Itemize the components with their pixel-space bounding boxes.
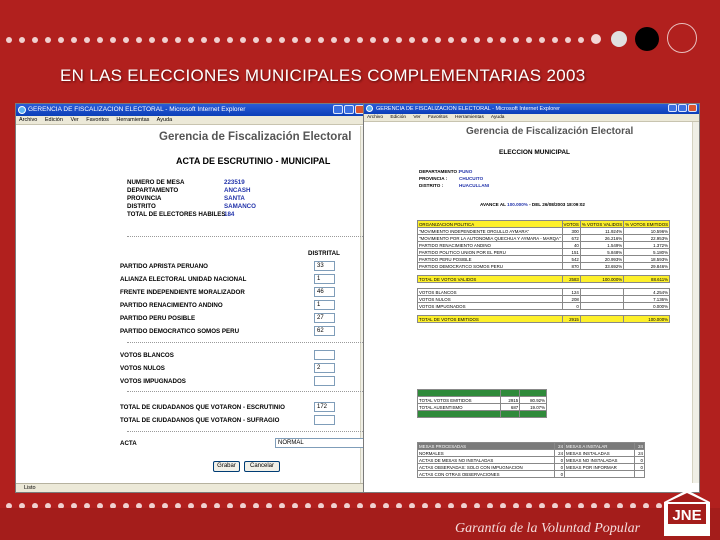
table-cell: "MOVIMIENTO INDEPENDIENTE ORGULLO AYMARA" <box>418 228 563 235</box>
value-distrito: HUACULLANI <box>459 183 490 188</box>
table-cell: 24 <box>554 450 564 457</box>
progress-prefix: AVANCE AL <box>480 202 508 207</box>
status-text: Listo <box>24 485 36 491</box>
value-departamento: PUNO <box>459 169 473 174</box>
table-cell: MESAS A INSTALAR <box>565 443 635 450</box>
value-numero-mesa: 223519 <box>224 179 245 186</box>
table-cell: 19.07% <box>520 404 547 411</box>
window-title: GERENCIA DE FISCALIZACION ELECTORAL - Microsoft Internet Explorer <box>376 106 560 112</box>
slide-title: EN LAS ELECCIONES MUNICIPALES COMPLEMENTARIAS 2003 <box>60 66 586 85</box>
menu-herramientas[interactable]: Herramientas <box>455 115 484 120</box>
label-total-electores: TOTAL DE ELECTORES HABILES <box>127 211 226 218</box>
table-cell: ACTAS DE MESAS NO INSTALADAS <box>418 457 555 464</box>
special-vote-label: VOTOS IMPUGNADOS <box>120 378 186 385</box>
decorative-dot <box>123 37 129 43</box>
acta-status-select[interactable]: NORMAL <box>275 438 367 448</box>
table-cell <box>580 316 623 323</box>
table-cell: 7.136% <box>624 296 670 303</box>
decorative-dot <box>357 37 363 43</box>
table-cell: 1.372% <box>624 242 670 249</box>
window-controls[interactable] <box>332 105 365 119</box>
mesas-table <box>417 442 645 478</box>
decorative-dot <box>396 37 402 43</box>
col-header-votos: VOTOS <box>563 221 579 227</box>
table-cell: VOTOS NULOS <box>418 296 563 303</box>
menu-herramientas[interactable]: Herramientas <box>116 117 150 123</box>
menu-favoritos[interactable]: Favoritos <box>86 117 109 123</box>
decorative-dot <box>201 37 207 43</box>
decorative-dot <box>435 37 441 43</box>
value-provincia: CHUCUITO <box>459 176 484 181</box>
party-vote-field[interactable]: 46 <box>314 287 335 297</box>
total-escrutinio-field[interactable]: 172 <box>314 402 335 412</box>
divider <box>127 236 367 237</box>
table-cell: 33.692% <box>580 263 623 270</box>
decorative-dot <box>344 37 350 43</box>
window-titlebar[interactable] <box>364 104 699 114</box>
divider <box>127 342 367 343</box>
decorative-dot <box>58 37 64 43</box>
table-cell: MESAS POR INFORMAR <box>565 464 635 471</box>
col-header-pct-emitidos: % VOTOS EMITIDOS <box>625 221 669 227</box>
mesas-header-row <box>418 443 645 450</box>
divider <box>127 431 367 432</box>
table-cell: 0 <box>554 471 564 478</box>
table-cell: 1.549% <box>580 242 623 249</box>
total-sufragio-field[interactable] <box>314 415 335 425</box>
minimize-button[interactable] <box>333 105 343 114</box>
party-label: PARTIDO APRISTA PERUANO <box>120 263 208 270</box>
decorative-dot <box>578 37 584 43</box>
table-cell: "MOVIMIENTO POR LA AUTONOMIA QUECHUA Y AYMARA - MARQA" <box>419 235 561 241</box>
table-row <box>418 397 547 404</box>
window-titlebar[interactable] <box>16 104 367 116</box>
table-row <box>418 228 670 235</box>
decorative-dot <box>162 37 168 43</box>
table-row <box>418 235 670 242</box>
party-vote-field[interactable]: 1 <box>314 274 335 284</box>
table-cell: 80.92% <box>520 397 547 404</box>
label-departamento: DEPARTAMENTO <box>127 187 179 194</box>
menu-edicion[interactable]: Edición <box>44 117 63 123</box>
window-title: GERENCIA DE FISCALIZACION ELECTORAL - Microsoft Internet Explorer <box>28 106 246 113</box>
table-cell: 2915 <box>501 397 520 404</box>
table-cell: 542 <box>562 256 580 263</box>
menu-ver[interactable]: Ver <box>413 115 421 120</box>
acta-label: ACTA <box>120 440 137 447</box>
col-header-pct-validos: % VOTOS VALIDOS <box>581 221 623 227</box>
table-cell: MESAS NO INSTALADAS <box>565 457 635 464</box>
decorative-dot <box>45 37 51 43</box>
table-cell: 870 <box>562 263 580 270</box>
table-cell: 29.846% <box>624 263 670 270</box>
table-cell: 26.216% <box>580 235 623 242</box>
table-cell: 24 <box>634 443 644 450</box>
table-cell: 11.924% <box>580 228 623 235</box>
table-cell: 10.596% <box>624 228 670 235</box>
jne-logo <box>660 488 714 538</box>
decorative-dot <box>149 37 155 43</box>
jne-emblem-icon <box>660 488 714 538</box>
page-header: Gerencia de Fiscalización Electoral <box>466 126 634 137</box>
ie-icon <box>366 105 373 112</box>
table-cell: ACTAS OBSERVADAS: SOLO CON IMPUGNACION <box>418 464 555 471</box>
table-cell: 100.000% <box>624 316 670 323</box>
party-vote-field[interactable]: 33 <box>314 261 335 271</box>
label-departamento: DEPARTAMENTO : <box>419 169 460 174</box>
table-row <box>418 464 645 471</box>
menu-bar <box>364 114 699 122</box>
special-vote-field[interactable] <box>314 376 335 386</box>
decorative-dot <box>565 37 571 43</box>
decorative-dot <box>19 37 25 43</box>
label-numero-mesa: NUMERO DE MESA <box>127 179 185 186</box>
decorative-dot <box>370 37 376 43</box>
decorative-dot <box>110 37 116 43</box>
table-cell: 5.180% <box>624 249 670 256</box>
decorative-dot <box>266 37 272 43</box>
table-cell <box>634 471 644 478</box>
value-provincia: SANTA <box>224 195 245 202</box>
table-cell: 100.000% <box>580 276 623 283</box>
election-title: ELECCION MUNICIPAL <box>499 149 571 156</box>
value-departamento: ANCASH <box>224 187 251 194</box>
total-sufragio-label: TOTAL DE CIUDADANOS QUE VOTARON - SUFRAGIO <box>120 417 280 424</box>
decorative-dot <box>84 37 90 43</box>
menu-favoritos[interactable]: Favoritos <box>427 115 448 120</box>
decorative-dot <box>461 37 467 43</box>
table-row <box>418 296 670 303</box>
decorative-dot <box>32 37 38 43</box>
decorative-dot <box>318 37 324 43</box>
browser-window-acta[interactable] <box>15 103 368 493</box>
label-distrito: DISTRITO : <box>419 183 444 188</box>
table-row <box>418 303 670 310</box>
party-label: PARTIDO DEMOCRATICO SOMOS PERU <box>120 328 240 335</box>
party-label: FRENTE INDEPENDIENTE MORALIZADOR <box>120 289 245 296</box>
vertical-scrollbar[interactable] <box>692 122 699 483</box>
special-vote-label: VOTOS BLANCOS <box>120 352 174 359</box>
table-cell: 208 <box>562 296 580 303</box>
ie-icon <box>18 106 26 114</box>
table-cell: 687 <box>501 404 520 411</box>
status-bar <box>16 483 367 492</box>
totals-summary-table <box>417 389 547 418</box>
close-button[interactable] <box>688 104 697 112</box>
table-cell: 151 <box>562 249 580 256</box>
table-row <box>418 457 645 464</box>
table-cell: 0.000% <box>624 303 670 310</box>
party-label: PARTIDO PERU POSIBLE <box>120 315 196 322</box>
value-distrito: SAMANCO <box>224 203 256 210</box>
table-cell: 124 <box>562 289 580 296</box>
table-cell: VOTOS IMPUGNADOS <box>418 303 563 310</box>
valid-total-row <box>418 276 670 283</box>
table-cell: MESAS INSTALADAS <box>565 450 635 457</box>
cancelar-button[interactable]: Cancelar <box>244 461 280 472</box>
form-title: ACTA DE ESCRUTINIO - MUNICIPAL <box>176 156 331 166</box>
decorative-dot <box>539 37 545 43</box>
party-vote-field[interactable]: 27 <box>314 313 335 323</box>
decorative-dot <box>253 37 259 43</box>
column-header-distrital: DISTRITAL <box>308 250 340 257</box>
special-vote-field[interactable] <box>314 350 335 360</box>
party-label: ALIANZA ELECTORAL UNIDAD NACIONAL <box>120 276 247 283</box>
table-cell: PARTIDO RENACIMIENTO ANDINO <box>418 242 563 249</box>
party-vote-field[interactable]: 62 <box>314 326 335 336</box>
summary-header-row <box>418 390 547 397</box>
menu-bar <box>16 116 367 125</box>
decorative-dot <box>279 37 285 43</box>
table-cell: 20.993% <box>580 256 623 263</box>
decorative-dot <box>409 37 415 43</box>
decorative-dot <box>214 37 220 43</box>
table-cell <box>580 289 623 296</box>
table-row <box>418 289 670 296</box>
table-cell <box>565 471 635 478</box>
maximize-button[interactable] <box>344 105 354 114</box>
table-cell: 24 <box>634 450 644 457</box>
table-cell: 4.254% <box>624 289 670 296</box>
browser-window-eleccion[interactable] <box>363 103 700 493</box>
table-cell: NORMALES <box>418 450 555 457</box>
table-cell: 24 <box>554 443 564 450</box>
menu-ver[interactable]: Ver <box>70 117 79 123</box>
table-cell: 22.953% <box>624 235 670 242</box>
table-row <box>418 249 670 256</box>
label-provincia: PROVINCIA <box>127 195 162 202</box>
total-escrutinio-label: TOTAL DE CIUDADANOS QUE VOTARON - ESCRUTINIO <box>120 404 285 411</box>
table-cell: PARTIDO DEMOCRATICO SOMOS PERU <box>418 263 563 270</box>
minimize-button[interactable] <box>668 104 677 112</box>
decorative-dot <box>188 37 194 43</box>
party-vote-field[interactable]: 1 <box>314 300 335 310</box>
table-cell: 0 <box>562 303 580 310</box>
table-cell: VOTOS BLANCOS <box>418 289 563 296</box>
table-cell <box>580 296 623 303</box>
table-cell: TOTAL DE VOTOS VALIDOS <box>418 276 563 283</box>
decorative-dot <box>331 37 337 43</box>
decorative-dot <box>6 37 12 43</box>
value-total-electores: 184 <box>224 211 235 218</box>
jne-logo-text: JNE <box>672 507 702 524</box>
table-cell: 0 <box>634 464 644 471</box>
special-vote-field[interactable]: 2 <box>314 363 335 373</box>
progress-suffix: - DEL 26/08/2003 18:09:02 <box>527 202 585 207</box>
decorative-dot <box>292 37 298 43</box>
window-controls[interactable] <box>667 104 697 116</box>
decorative-dot <box>240 37 246 43</box>
decorative-dot <box>474 37 480 43</box>
results-table <box>417 220 670 323</box>
table-row <box>418 471 645 478</box>
menu-archivo[interactable]: Archivo <box>367 115 383 120</box>
table-row <box>418 450 645 457</box>
table-cell: MESAS PROCESADAS <box>418 443 555 450</box>
decorative-dot <box>448 37 454 43</box>
decorative-dot <box>513 37 519 43</box>
decorative-dot <box>422 37 428 43</box>
menu-edicion[interactable]: Edición <box>390 115 407 120</box>
table-row <box>418 263 670 270</box>
decorative-dot <box>487 37 493 43</box>
decorative-dot <box>383 37 389 43</box>
page-header: Gerencia de Fiscalización Electoral <box>159 131 352 143</box>
menu-archivo[interactable]: Archivo <box>19 117 38 123</box>
divider <box>127 391 367 392</box>
special-vote-label: VOTOS NULOS <box>120 365 165 372</box>
table-row <box>418 404 547 411</box>
label-provincia: PROVINCIA : <box>419 176 448 181</box>
menu-ayuda[interactable]: Ayuda <box>156 117 173 123</box>
progress-text <box>480 202 585 207</box>
table-cell: 40 <box>562 242 580 249</box>
decorative-dot <box>97 37 103 43</box>
decorative-dot <box>136 37 142 43</box>
maximize-button[interactable] <box>678 104 687 112</box>
table-row <box>418 242 670 249</box>
summary-footer-row <box>418 411 547 418</box>
table-cell: TOTAL DE VOTOS EMITIDOS <box>418 316 563 323</box>
table-cell: TOTAL VOTOS EMITIDOS <box>418 397 501 404</box>
decorative-dot <box>552 37 558 43</box>
table-cell: 18.593% <box>624 256 670 263</box>
table-cell: PARTIDO PERU POSIBLE <box>418 256 563 263</box>
decorative-dot <box>227 37 233 43</box>
emitted-total-row <box>418 316 670 323</box>
decorative-dot <box>305 37 311 43</box>
table-cell: 0 <box>634 457 644 464</box>
table-cell: TOTAL AUSENTISMO <box>418 404 501 411</box>
progress-percent: 100.000% <box>507 202 528 207</box>
table-cell: ACTAS CON OTRAS OBSERVACIONES <box>418 471 555 478</box>
footer-slogan: Garantía de la Voluntad Popular <box>455 521 641 536</box>
table-row <box>418 256 670 263</box>
decorative-dot <box>500 37 506 43</box>
table-cell: 0 <box>554 464 564 471</box>
decorative-dot <box>71 37 77 43</box>
table-cell: 5.848% <box>580 249 623 256</box>
table-cell: 2583 <box>562 276 580 283</box>
table-cell: PARTIDO POLITICO UNION POR EL PERU <box>418 249 563 256</box>
table-cell: 88.611% <box>624 276 670 283</box>
party-label: PARTIDO RENACIMIENTO ANDINO <box>120 302 223 309</box>
table-cell: 672 <box>562 235 580 242</box>
decorative-dot <box>175 37 181 43</box>
table-cell <box>580 303 623 310</box>
label-distrito: DISTRITO <box>127 203 156 210</box>
table-cell: 0 <box>554 457 564 464</box>
grabar-button[interactable]: Grabar <box>213 461 240 472</box>
table-cell: 2915 <box>562 316 580 323</box>
table-cell: 300 <box>562 228 580 235</box>
menu-ayuda[interactable]: Ayuda <box>490 115 505 120</box>
col-header-organizacion: ORGANIZACION POLITICA <box>418 221 563 228</box>
decorative-dot <box>526 37 532 43</box>
